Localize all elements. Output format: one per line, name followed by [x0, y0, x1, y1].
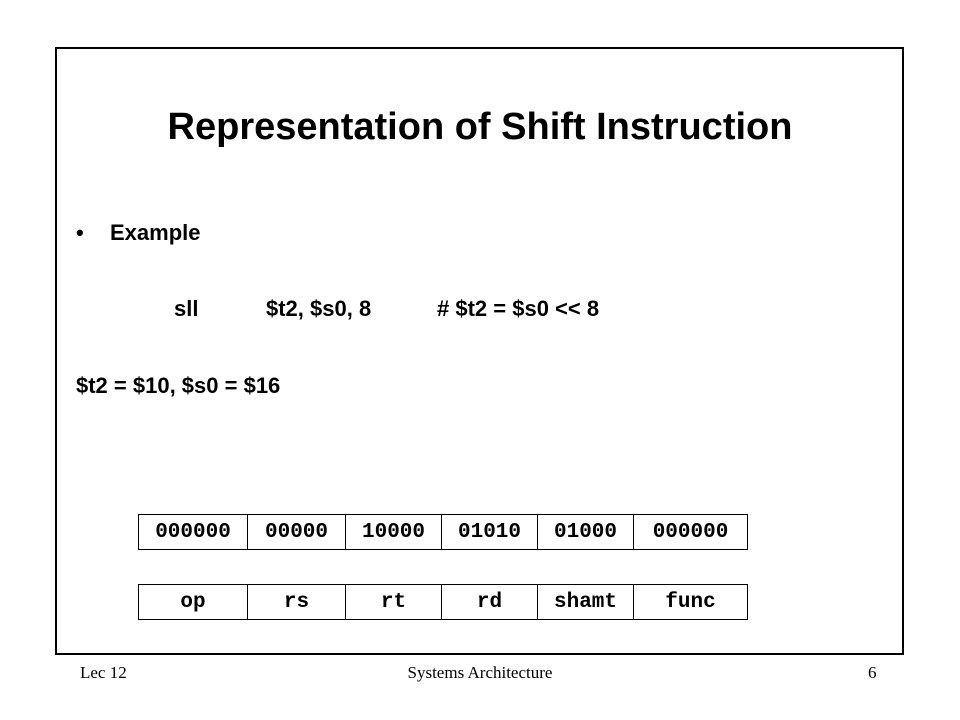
- field-name-op: op: [139, 585, 248, 619]
- instruction-mnemonic: sll: [174, 296, 199, 321]
- bit-field-func: 000000: [652, 520, 729, 544]
- footer-lecture: Lec 12: [80, 663, 127, 682]
- field-name-row: [138, 584, 748, 620]
- field-name-rd: rd: [442, 585, 538, 619]
- field-name-func: func: [665, 590, 716, 614]
- footer-course: Systems Architecture: [407, 663, 553, 682]
- instruction-comment: # $t2 = $s0 << 8: [437, 296, 600, 321]
- register-note: $t2 = $10, $s0 = $16: [76, 373, 281, 398]
- bullet-example: [76, 220, 201, 246]
- bit-field-row: [138, 514, 748, 550]
- instruction-operands: $t2, $s0, 8: [266, 296, 372, 321]
- footer-page-number: 6: [868, 663, 877, 682]
- slide-title: Representation of Shift Instruction: [167, 106, 793, 148]
- bit-field-rd: 01010: [442, 515, 538, 549]
- bullet-dot: •: [76, 220, 84, 245]
- field-name-rt: rt: [346, 585, 442, 619]
- field-name-rs: rs: [248, 585, 346, 619]
- bullet-text: Example: [110, 220, 201, 245]
- bit-field-rt: 10000: [346, 515, 442, 549]
- field-name-shamt: shamt: [538, 585, 634, 619]
- bit-field-shamt: 01000: [538, 515, 634, 549]
- bit-field-rs: 00000: [248, 515, 346, 549]
- bit-field-op: 000000: [139, 515, 248, 549]
